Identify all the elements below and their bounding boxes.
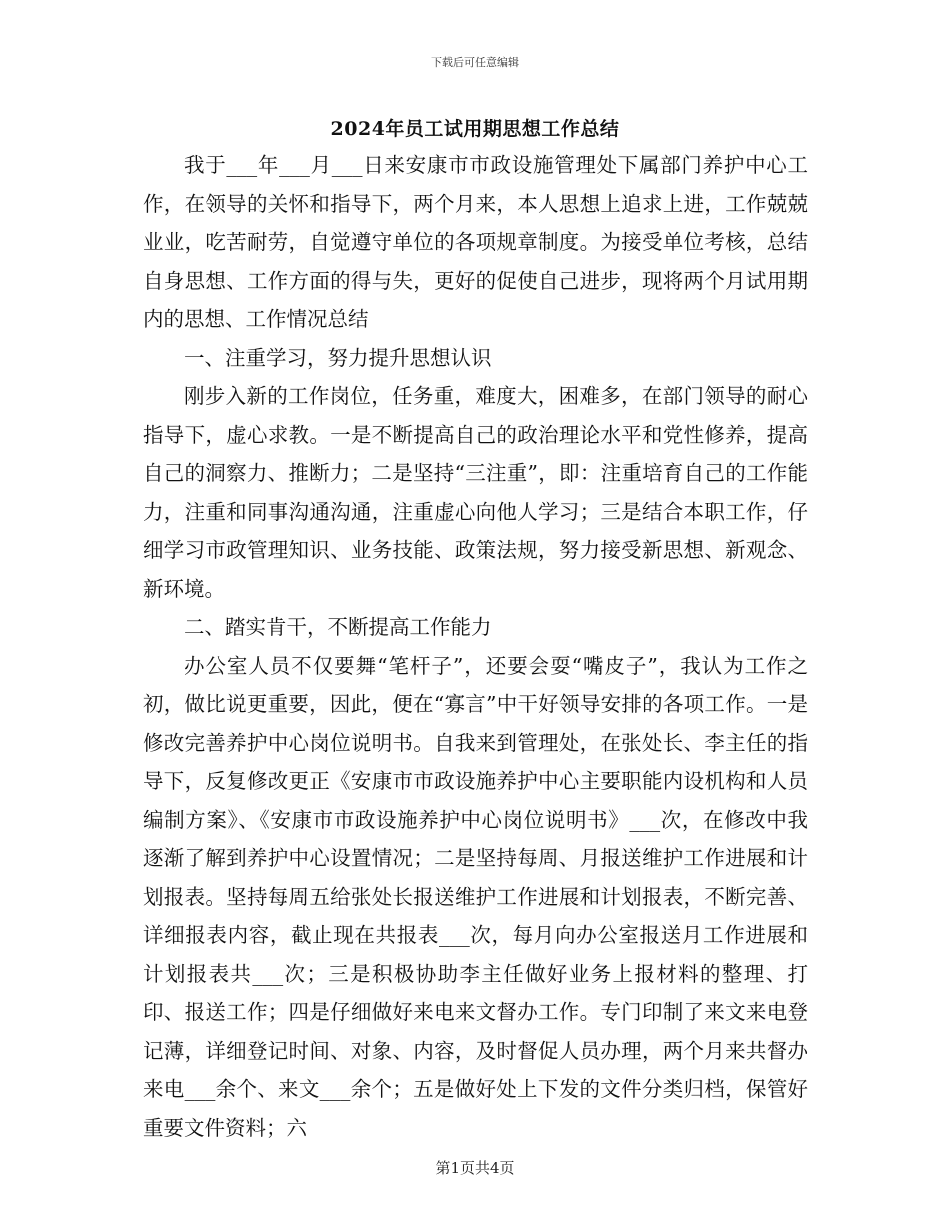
section-paragraph-1: 刚步入新的工作岗位，任务重，难度大，困难多，在部门领导的耐心指导下，虚心求教。一是不断提高自己的政治理论水平和党性修养，提高自己的洞察力、推断力；二是坚持“三注重”，即：注重培育自己的工作能力，注重和同事沟通沟通，注重虚心向他人学习；三是结合本职工作，仔细学习市政管理知识、业务技能、政策法规，努力接受新思想、新观念、新环境。	[143, 384, 808, 601]
section-heading-1: 一、注重学习，努力提升思想认识	[184, 345, 492, 370]
header-note: 下载后可任意编辑	[431, 56, 519, 69]
page-number: 第1页共4页	[435, 1159, 515, 1177]
intro-paragraph: 我于___年___月___日来安康市市政设施管理处下属部门养护中心工作，在领导的关怀和指导下，两个月来，本人思想上追求上进，工作兢兢业业，吃苦耐劳，自觉遵守单位的各项规章制度。为接受单位考核，总结自身思想、工作方面的得与失，更好的促使自己进步，现将两个月试用期内的思想、工作情况总结	[143, 153, 808, 331]
section-heading-2: 二、踏实肯干，不断提高工作能力	[184, 615, 492, 639]
section-paragraph-2: 办公室人员不仅要舞“笔杆子”，还要会耍“嘴皮子”，我认为工作之初，做比说更重要，因此，便在“寡言”中干好领导安排的各项工作。一是修改完善养护中心岗位说明书。自我来到管理处，在张处长、李主任的指导下，反复修改更正《安康市市政设施养护中心主要职能内设机构和人员编制方案》、《安康市市政设施养护中心岗位说明书》___次，在修改中我逐渐了解到养护中心设置情况；二是坚持每周、月报送维护工作进展和计划报表。坚持每周五给张处长报送维护工作进展和计划报表，不断完善、详细报表内容，截止现在共报表___次，每月向办公室报送月工作进展和计划报表共___次；三是积极协助李主任做好业务上报材料的整理、打印、报送工作；四是仔细做好来电来文督办工作。专门印制了来文来电登记薄，详细登记时间、对象、内容，及时督促人员办理，两个月来共督办来电___余个、来文___余个；五是做好处上下发的文件分类归档，保管好重要文件资料；六	[143, 653, 808, 1140]
document-body	[143, 146, 808, 1147]
document-title: 2024年员工试用期思想工作总结	[330, 118, 620, 140]
